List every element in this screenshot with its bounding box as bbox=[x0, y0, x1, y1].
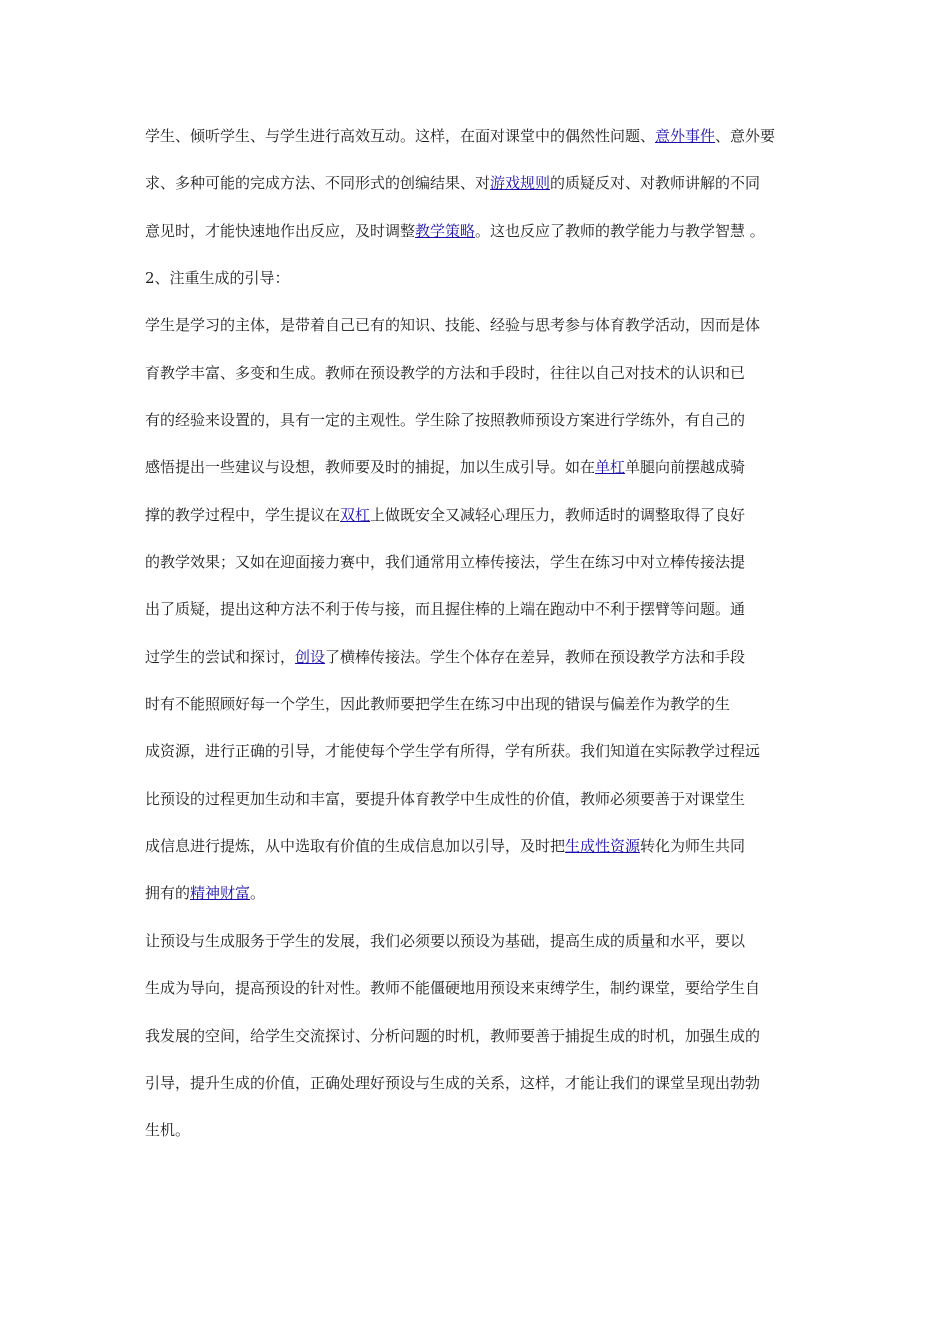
paragraph-2-line bbox=[145, 789, 745, 809]
text-run: 转化为师生共同 bbox=[640, 837, 746, 855]
paragraph-2-line bbox=[145, 363, 745, 383]
paragraph-2-line bbox=[145, 505, 745, 525]
text-run: 的教学效果；又如在迎面接力赛中，我们通常用立棒传接法，学生在练习中对立棒传接法提 bbox=[145, 553, 746, 571]
text-run: 过学生的尝试和探讨， bbox=[145, 648, 296, 666]
text-run: 育教学丰富、多变和生成。教师在预设教学的方法和手段时，往往以自己对技术的认识和已 bbox=[145, 364, 746, 382]
text-run: 学生是学习的主体，是带着自己已有的知识、技能、经验与思考参与体育教学活动，因而是体 bbox=[145, 316, 761, 334]
text-run: 了横棒传接法。学生个体存在差异，教师在预设教学方法和手段 bbox=[325, 648, 746, 666]
text-run: 让预设与生成服务于学生的发展，我们必须要以预设为基础，提高生成的质量和水平，要以 bbox=[145, 932, 746, 950]
paragraph-2-line bbox=[145, 457, 745, 477]
section-heading bbox=[145, 268, 290, 288]
link-teaching-strategy[interactable]: 教学策略 bbox=[415, 222, 476, 240]
text-run: 拥有的 bbox=[145, 884, 191, 902]
text-run: 、意外要 bbox=[715, 127, 776, 145]
text-run: 撑的教学过程中，学生提议在 bbox=[145, 506, 341, 524]
paragraph-3-line bbox=[145, 1026, 760, 1046]
paragraph-2-line bbox=[145, 599, 745, 619]
paragraph-2-line bbox=[145, 410, 745, 430]
paragraph-2-line bbox=[145, 647, 745, 667]
text-run: 我发展的空间，给学生交流探讨、分析问题的时机，教师要善于捕捉生成的时机，加强生成的 bbox=[145, 1027, 761, 1045]
text-run: 学生、倾听学生、与学生进行高效互动。这样，在面对课堂中的偶然性问题、 bbox=[145, 127, 656, 145]
text-run: 生成为导向，提高预设的针对性。教师不能僵硬地用预设来束缚学生，制约课堂，要给学生自 bbox=[145, 979, 761, 997]
paragraph-3-line bbox=[145, 1073, 760, 1093]
paragraph-3-line bbox=[145, 1120, 190, 1140]
text-run: 引导，提升生成的价值，正确处理好预设与生成的关系，这样，才能让我们的课堂呈现出勃勃 bbox=[145, 1074, 761, 1092]
paragraph-2-line bbox=[145, 836, 745, 856]
text-run: 成信息进行提炼，从中选取有价值的生成信息加以引导，及时把 bbox=[145, 837, 566, 855]
text-run: 上做既安全又减轻心理压力，教师适时的调整取得了良好 bbox=[370, 506, 746, 524]
link-spiritual-wealth[interactable]: 精神财富 bbox=[190, 884, 251, 902]
text-run: 意见时，才能快速地作出反应，及时调整 bbox=[145, 222, 416, 240]
text-run: 有的经验来设置的，具有一定的主观性。学生除了按照教师预设方案进行学练外，有自己的 bbox=[145, 411, 746, 429]
text-run: 成资源，进行正确的引导，才能使每个学生学有所得，学有所获。我们知道在实际教学过程远 bbox=[145, 742, 761, 760]
text-run: 求、多种可能的完成方法、不同形式的创编结果、对 bbox=[145, 174, 491, 192]
text-run: 单腿向前摆越成骑 bbox=[625, 458, 746, 476]
paragraph-2-line bbox=[145, 694, 730, 714]
text-run: 。 bbox=[250, 884, 266, 902]
text-run: 生机。 bbox=[145, 1121, 191, 1139]
text-run: 时有不能照顾好每一个学生，因此教师要把学生在练习中出现的错误与偏差作为教学的生 bbox=[145, 695, 731, 713]
link-unexpected-event[interactable]: 意外事件 bbox=[655, 127, 716, 145]
link-game-rules[interactable]: 游戏规则 bbox=[490, 174, 551, 192]
paragraph-1-line bbox=[145, 221, 765, 241]
link-generative-resources[interactable]: 生成性资源 bbox=[565, 837, 641, 855]
paragraph-2-line bbox=[145, 883, 265, 903]
text-run: 感悟提出一些建议与设想，教师要及时的捕捉，加以生成引导。如在 bbox=[145, 458, 596, 476]
text-run: 。这也反应了教师的教学能力与教学智慧 。 bbox=[475, 222, 765, 240]
paragraph-2-line bbox=[145, 315, 760, 335]
link-horizontal-bar[interactable]: 单杠 bbox=[595, 458, 626, 476]
paragraph-2-line bbox=[145, 552, 745, 572]
text-run: 出了质疑，提出这种方法不利于传与接，而且握住棒的上端在跑动中不利于摆臂等问题。通 bbox=[145, 600, 746, 618]
link-create[interactable]: 创设 bbox=[295, 648, 326, 666]
text-run: 的质疑反对、对教师讲解的不同 bbox=[550, 174, 761, 192]
heading-text: 2、注重生成的引导： bbox=[145, 269, 290, 287]
paragraph-2-line bbox=[145, 741, 760, 761]
paragraph-3-line bbox=[145, 978, 760, 998]
link-parallel-bars[interactable]: 双杠 bbox=[340, 506, 371, 524]
paragraph-1-line bbox=[145, 126, 775, 146]
paragraph-3-line bbox=[145, 931, 745, 951]
paragraph-1-line bbox=[145, 173, 760, 193]
text-run: 比预设的过程更加生动和丰富，要提升体育教学中生成性的价值，教师必须要善于对课堂生 bbox=[145, 790, 746, 808]
